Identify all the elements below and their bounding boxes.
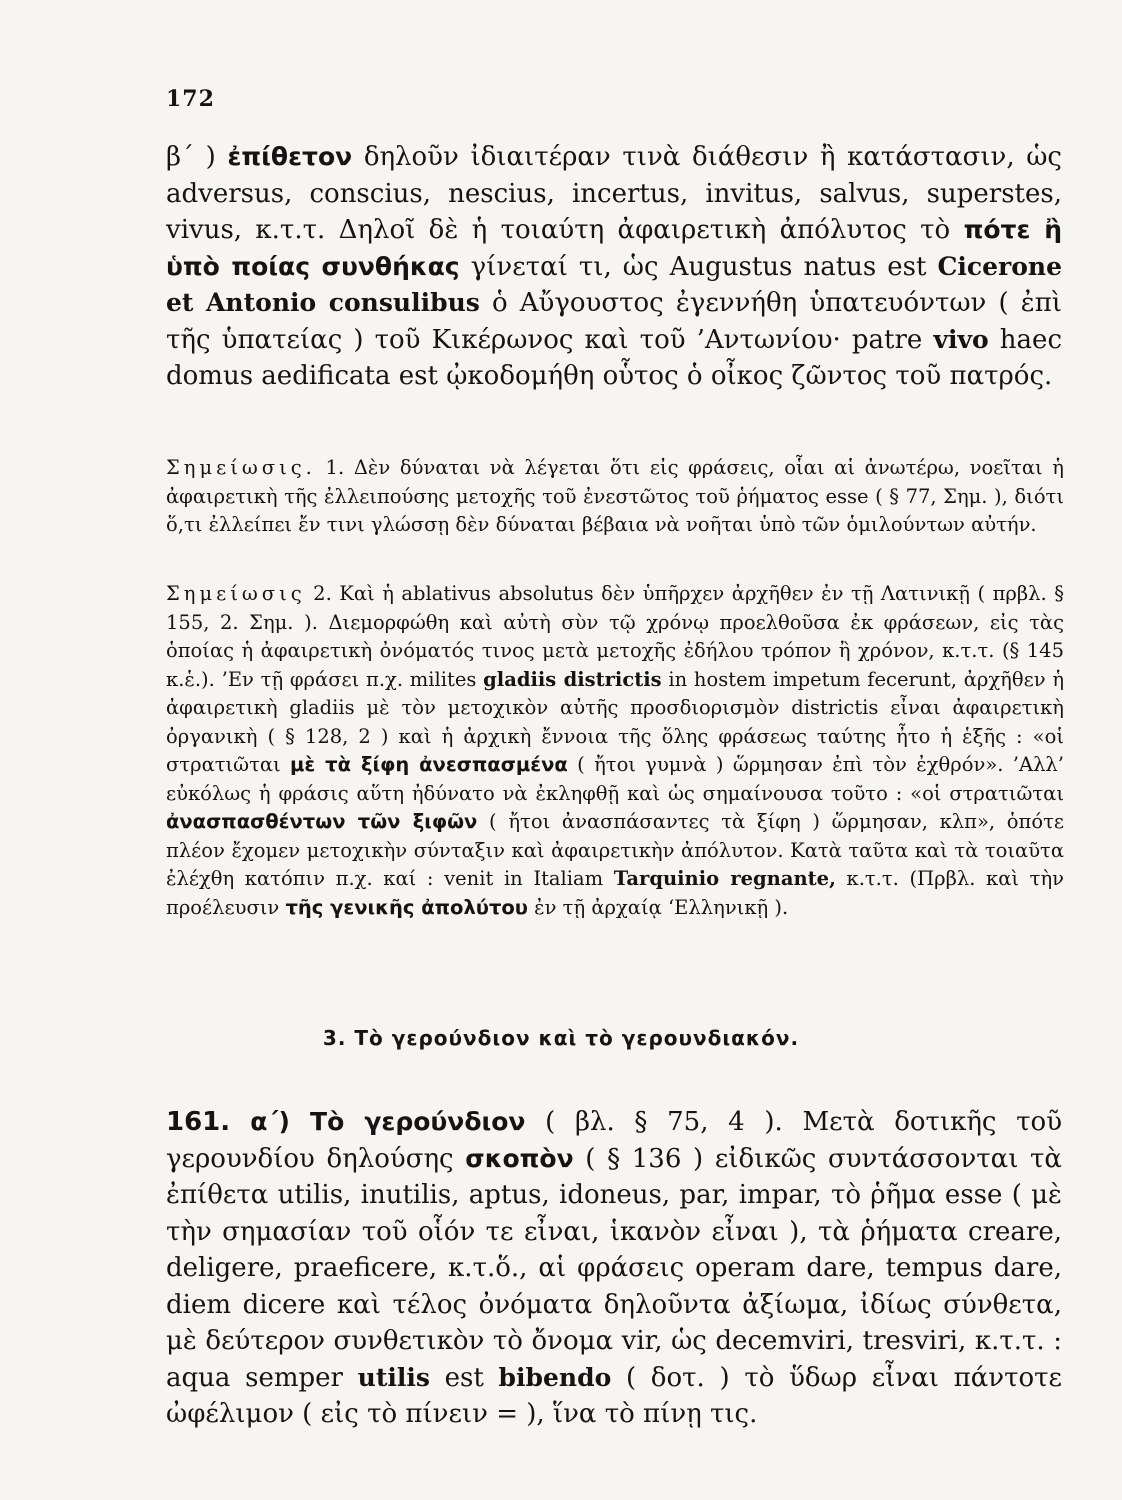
section-heading-text: 3. Τὸ γερούνδιον καὶ τὸ γερουνδιακόν. (322, 1026, 800, 1050)
text-run: ( § 136 ) εἰδικῶς συντάσσονται τὰ ἐπίθετα utilis, inutilis, aptus, idoneus, par, impar, τὸ ῥῆμα esse ( μὲ τὴν σημασίαν τοῦ οἷόν τε εἶναι, ἱκανὸν εἶναι ), τὰ ῥήματα creare, deligere, praeficere, κ.τ.ὅ., αἱ φράσεις operam dare, tempus dare, diem dicere καὶ τέλος ὀνόματα δηλοῦντα ἀξίωμα, ἰδίως σύνθετα, μὲ δεύτερον συνθετικὸν τὸ ὄνομα vir, ὡς decemviri, tresviri, κ.τ.τ. : aqua semper (166, 1143, 1062, 1393)
note-number: 1. (315, 456, 345, 479)
section-heading (0, 1026, 1122, 1050)
bold-run: Cicerone et Antonio consulibus (166, 251, 1062, 317)
text-run: Καὶ ἡ ablativus absolutus δὲν ὑπῆρχεν ἀρχῆθεν ἐν τῇ Λατινικῇ ( πρβλ. § 155, 2. Σημ. ). Διεμορφώθη καὶ αὐτὴ σὺν τῷ χρόνῳ προελθοῦσα ἐκ φράσεων, εἰς τὰς ὁποίας ἡ ἀφαιρετικὴ ὀνόματός τινος μετὰ μετοχῆς ἐδήλου τρόπον ἢ χρόνον, κ.τ.τ. (§ 145 κ.ἑ.). ’Εν τῇ φράσει π.χ. milites (166, 582, 1064, 691)
item-label: β΄ ) (166, 142, 216, 172)
text-run: ὁ Αὔγουστος ἐγεννήθη ὑπατευόντων ( ἐπὶ τῆς ὑπατείας ) τοῦ Κικέρωνος καὶ τοῦ ’Αντωνίου· patre (166, 288, 1062, 355)
text-run: haec domus aedificata est ᾠκοδομήθη οὗτος ὁ οἶκος ζῶντος τοῦ πατρός. (166, 324, 1062, 391)
bold-run: τῆς γενικῆς ἀπολύτου (285, 895, 528, 919)
bold-run: gladiis districtis (483, 667, 662, 691)
note-2 (166, 580, 1064, 922)
text-run: ( βλ. § 75, 4 ). Μετὰ δοτικῆς τοῦ γερουνδίου δηλούσης (166, 1107, 1062, 1174)
paragraph-beta-epitheton (166, 139, 1062, 395)
term-epitheton: ἐπίθετον (227, 142, 353, 171)
bold-run: σκοπὸν (465, 1143, 574, 1173)
bold-run: utilis (357, 1362, 430, 1392)
bold-run: bibendo (498, 1362, 612, 1392)
text-run: ( ἤτοι γυμνὰ ) ὥρμησαν ἐπὶ τὸν ἐχθρόν». ’Αλλ’ εὐκόλως ἡ φράσις αὕτη ἠδύνατο νὰ ἐκληφθῇ καὶ ὡς σημαίνουσα τοῦτο : «οἱ στρατιῶται (166, 753, 1064, 805)
bold-run: μὲ τὰ ξίφη ἀνεσπασμένα (290, 753, 568, 776)
note-text: Δὲν δύναται νὰ λέγεται ὅτι εἰς φράσεις, οἷαι αἱ ἀνωτέρω, νοεῖται ἡ ἀφαιρετικὴ τῆς ἐλλειπούσης μετοχῆς τοῦ ἐνεστῶτος τοῦ ῥήματος esse ( § 77, Σημ. ), διότι ὅ,τι ἐλλείπει ἔν τινι γλώσσῃ δὲν δύναται βέβαια νὰ νοῆται ὑπὸ τῶν ὁμιλούντων αὐτήν. (166, 456, 1064, 536)
text-run: ἐν τῇ ἀρχαίᾳ ‘Ελληνικῇ ). (527, 895, 789, 919)
paragraph-161 (166, 1104, 1062, 1433)
section-number: 161. (166, 1107, 231, 1137)
bold-run: πότε ἢ ὑπὸ ποίας συνθήκας (166, 215, 1062, 281)
text-run: κ.τ.τ. (Πρβλ. καὶ τὴν προέλευσιν (166, 867, 1064, 919)
page-number: 172 (166, 86, 215, 112)
note-label: Σημείωσις. (166, 456, 316, 479)
note-1 (166, 454, 1064, 540)
text-run: est (429, 1362, 499, 1393)
note-number: 2. (305, 582, 332, 605)
section-label: α΄) Τὸ γερούνδιον (230, 1107, 526, 1136)
note-label: Σημείωσις (166, 582, 306, 605)
bold-run: Tarquinio regnante, (613, 867, 836, 890)
text-run: ( δοτ. ) τὸ ὕδωρ εἶναι πάντοτε ὠφέλιμον ( εἰς τὸ πίνειν = ), ἵνα τὸ πίνῃ τις. (166, 1362, 1062, 1429)
bold-run: vivo (933, 324, 989, 354)
text-run: γίνεταί τι, ὡς Augustus natus est (459, 251, 938, 282)
text-run: in hostem impetum fecerunt, ἀρχῆθεν ἡ ἀφαιρετικὴ gladiis μὲ τὸν μετοχικὸν αὐτῆς προσδιορισμὸν districtis εἶναι ἀφαιρετικὴ ὀργανικὴ ( § 128, 2 ) καὶ ἡ ἀρχικὴ ἔννοια τῆς ὅλης φράσεως ταύτης ἦτο ἡ ἑξῆς : «οἱ στρατιῶται (166, 667, 1065, 776)
text-run: δηλοῦν ἰδιαιτέραν τινὰ διάθεσιν ἢ κατάστασιν, ὡς adversus, conscius, nescius, incertus, invitus, salvus, superstes, vivus, κ.τ.τ. Δηλοῖ δὲ ἡ τοιαύτη ἀφαιρετικὴ ἀπόλυτος τὸ (166, 142, 1062, 245)
text-run: ( ἤτοι ἀνασπάσαντες τὰ ξίφη ) ὥρμησαν, κλπ», ὁπότε πλέον ἔχομεν μετοχικὴν σύνταξιν καὶ ἀφαιρετικὴν ἀπόλυτον. Κατὰ ταῦτα καὶ τὰ τοιαῦτα ἐλέχθη κατόπιν π.χ. καί : venit in Italiam (166, 810, 1064, 890)
bold-run: ἀνασπασθέντων τῶν ξιφῶν (166, 810, 478, 833)
